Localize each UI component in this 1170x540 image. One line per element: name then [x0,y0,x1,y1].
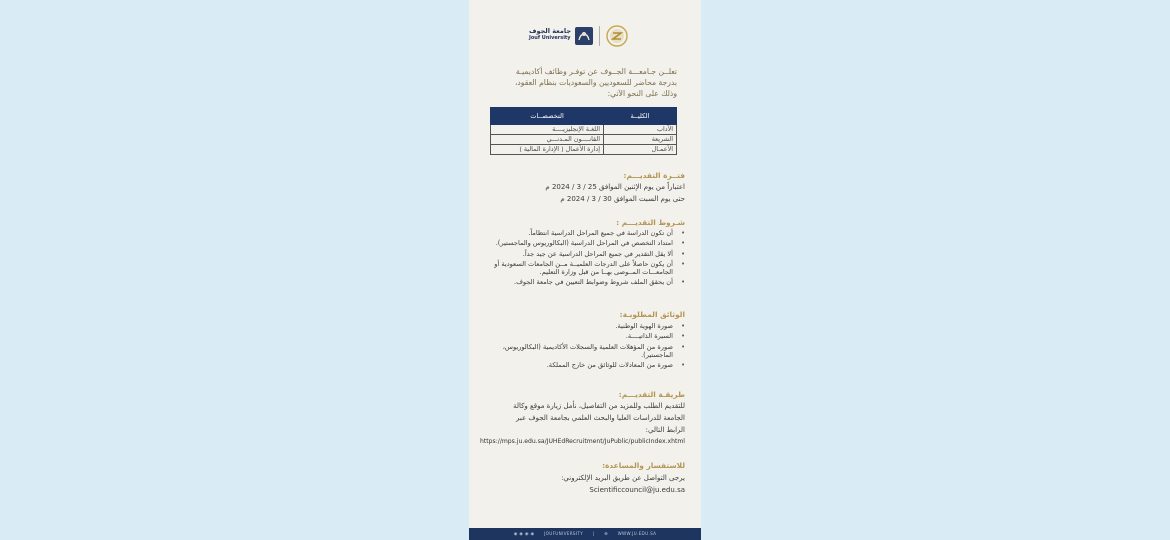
table-row [491,135,677,145]
footer-divider: | [592,531,595,536]
method-text [480,400,685,436]
university-logo-text [529,27,571,41]
documents-list [480,322,685,371]
period-title: فتــرة التقديـــم: [623,171,685,180]
period-end: حتى يوم السبت الموافق 30 / 3 / 2024 م [560,195,685,203]
specialty-cell: القانــــون المـدنـــي [491,135,604,145]
vision-2030-icon [606,25,628,47]
list-item: • ألا يقل التقدير في جميع المراحل الدراسية عن جيد جداً. [480,250,685,258]
university-name-en: Jouf University [529,35,571,41]
method-line: الرابط التالي: [645,426,685,434]
list-item: • أن يحقق الملف شروط وضوابط التعيين في جامعة الجوف. [480,278,685,286]
table-row [491,145,677,155]
positions-table [490,107,677,155]
college-cell: الشريعة [604,135,677,145]
footer-site[interactable]: WWW.JU.EDU.SA [617,531,657,536]
list-item: • صورة من المعادلات للوثائق من خارج المملكة. [480,361,685,369]
contact-email[interactable]: Scientificcouncil@ju.edu.sa [589,486,685,494]
contact-title: للاستفسار والمساعدة: [602,461,685,470]
globe-icon: ⊕ [604,531,608,536]
list-item: • صورة الهوية الوطنية. [480,322,685,330]
college-cell: الأعمـال [604,145,677,155]
university-name-ar: جامعة الجوف [529,27,572,35]
specialty-cell: اللغـة الإنجليزيــــة [491,125,604,135]
intro-line: تعلــن جـامعـــة الجــوف عن توفـر وظائف أكاديميـة [515,67,677,76]
period-start: اعتباراً من يوم الإثنين الموافق 25 / 3 / 2024 م [545,183,685,191]
table-row [491,125,677,135]
footer-handle: JOUFUNIVERSITY [544,531,584,536]
application-link[interactable]: https://mps.ju.edu.sa/JUHEdRecruitment/JuPublic/publicIndex.xhtml [480,438,685,445]
period-text [545,181,685,205]
social-icons: ◉ ◉ ◉ ◉ [513,531,535,536]
specialty-cell: إدارة الأعمال ( الإدارة المالية ) [491,145,604,155]
university-emblem-icon [574,26,594,46]
documents-title: الوثائق المطلوبـة: [619,310,685,319]
list-item: • السيرة الذاتيــــة. [480,332,685,340]
list-item: • أن يكون حاصلاً على الدرجات العلميــة مــن الجامعات السعودية أو الجامعـــات المــوصى بهــا من قبل وزارة التعليم. [480,260,685,276]
method-line: الجامعة للدراسات العليا والبحث العلمي بجامعة الجوف عبر [516,414,685,422]
intro-line: وذلك على النحو الآتي: [607,89,677,98]
list-item: • أن تكون الدراسة في جميع المراحل الدراسية انتظاماً. [480,229,685,237]
list-item: • امتداد التخصص في المراحل الدراسية (البكالوريوس والماجستير). [480,239,685,247]
column-header-specialties: التخصصــات [491,108,604,125]
list-item: • صورة من المؤهلات العلمية والسجلات الأكاديمية (البكالوريوس، الماجستير). [480,343,685,359]
job-announcement-poster [469,0,701,540]
contact-text [561,472,685,496]
column-header-college: الكليــة [604,108,677,125]
contact-line: يرجى التواصل عن طريق البريد الإلكتروني: [561,474,685,482]
footer-bar [469,528,701,540]
intro-text [487,66,677,99]
header-logos [469,22,701,50]
college-cell: الآداب [604,125,677,135]
logo-divider [599,26,600,46]
method-title: طريقـة التقديـــم: [618,390,685,399]
method-line: للتقديم الطلب وللمزيد من التفاصيل، نأمل زيارة موقع وكالة [513,402,685,410]
intro-line: بدرجة محاضر للسعوديين والسعوديات بنظام العقود، [514,78,677,87]
conditions-list [480,229,685,288]
conditions-title: شـروط التقديـــم : [616,218,685,227]
